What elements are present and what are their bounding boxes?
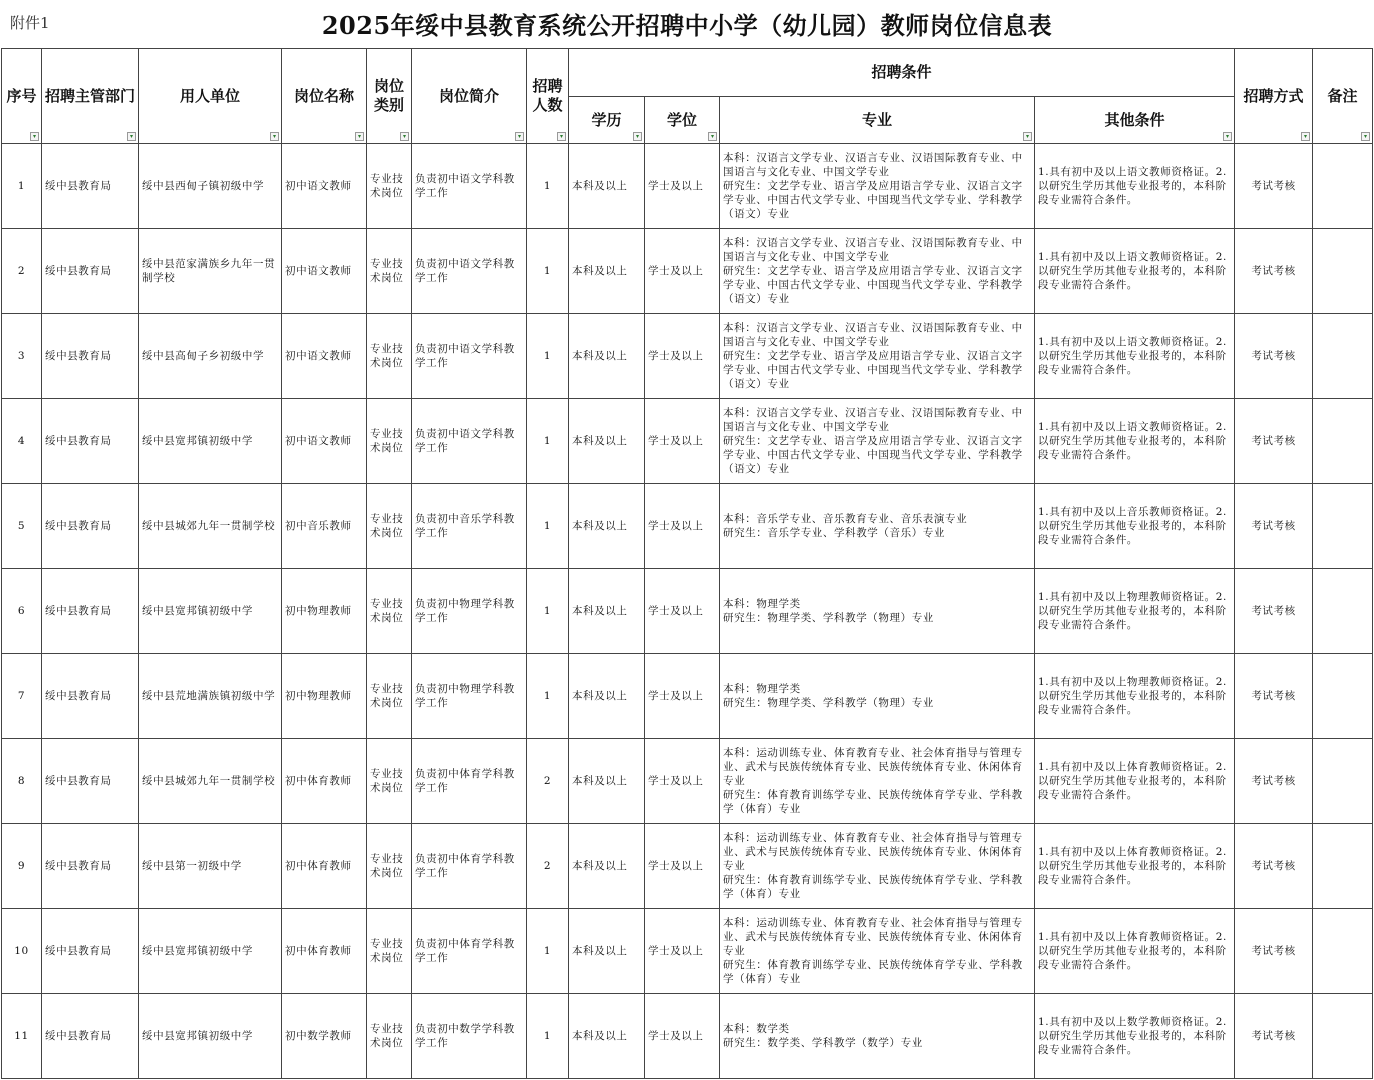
cell-method[interactable]: 考试考核 bbox=[1235, 144, 1313, 229]
cell-degree[interactable]: 学士及以上 bbox=[645, 909, 720, 994]
cell-category[interactable]: 专业技术岗位 bbox=[367, 994, 412, 1079]
cell-other[interactable]: 1.具有初中及以上语文教师资格证。2.以研究生学历其他专业报考的，本科阶段专业需符合条件。 bbox=[1035, 229, 1235, 314]
cell-unit[interactable]: 绥中县范家满族乡九年一贯制学校 bbox=[139, 229, 282, 314]
table-row bbox=[2, 739, 1373, 824]
cell-seq[interactable]: 11 bbox=[2, 994, 42, 1079]
header-remark[interactable]: 备注 ▾ bbox=[1313, 49, 1373, 144]
cell-remark[interactable] bbox=[1313, 144, 1373, 229]
cell-remark[interactable] bbox=[1313, 909, 1373, 994]
filter-dropdown-icon[interactable]: ▾ bbox=[633, 132, 642, 141]
filter-dropdown-icon[interactable]: ▾ bbox=[1361, 132, 1370, 141]
cell-intro[interactable]: 负责初中语文学科教学工作 bbox=[412, 229, 527, 314]
cell-intro[interactable]: 负责初中语文学科教学工作 bbox=[412, 314, 527, 399]
table-row bbox=[2, 314, 1373, 399]
table-row bbox=[2, 569, 1373, 654]
cell-count[interactable]: 2 bbox=[527, 824, 569, 909]
cell-major[interactable]: 本科：运动训练专业、体育教育专业、社会体育指导与管理专业、武术与民族传统体育专业、民族传统体育专业、休闲体育专业 研究生：体育教育训练学专业、民族传统体育学专业、学科教学（体育）专业 bbox=[720, 909, 1035, 994]
cell-count[interactable]: 1 bbox=[527, 484, 569, 569]
cell-other[interactable]: 1.具有初中及以上语文教师资格证。2.以研究生学历其他专业报考的，本科阶段专业需符合条件。 bbox=[1035, 399, 1235, 484]
cell-unit[interactable]: 绥中县城郊九年一贯制学校 bbox=[139, 739, 282, 824]
cell-position[interactable]: 初中音乐教师 bbox=[282, 484, 367, 569]
cell-position[interactable]: 初中物理教师 bbox=[282, 654, 367, 739]
cell-other[interactable]: 1.具有初中及以上体育教师资格证。2.以研究生学历其他专业报考的，本科阶段专业需符合条件。 bbox=[1035, 824, 1235, 909]
cell-category[interactable]: 专业技术岗位 bbox=[367, 229, 412, 314]
cell-remark[interactable] bbox=[1313, 229, 1373, 314]
cell-seq[interactable]: 1 bbox=[2, 144, 42, 229]
cell-major[interactable]: 本科：运动训练专业、体育教育专业、社会体育指导与管理专业、武术与民族传统体育专业、民族传统体育专业、休闲体育专业 研究生：体育教育训练学专业、民族传统体育学专业、学科教学（体育）专业 bbox=[720, 824, 1035, 909]
cell-unit[interactable]: 绥中县宽邦镇初级中学 bbox=[139, 909, 282, 994]
cell-intro[interactable]: 负责初中物理学科教学工作 bbox=[412, 654, 527, 739]
cell-seq[interactable]: 8 bbox=[2, 739, 42, 824]
filter-dropdown-icon[interactable]: ▾ bbox=[557, 132, 566, 141]
cell-dept[interactable]: 绥中县教育局 bbox=[42, 654, 139, 739]
cell-position[interactable]: 初中物理教师 bbox=[282, 569, 367, 654]
cell-degree[interactable]: 学士及以上 bbox=[645, 399, 720, 484]
filter-dropdown-icon[interactable]: ▾ bbox=[515, 132, 524, 141]
cell-seq[interactable]: 9 bbox=[2, 824, 42, 909]
cell-intro[interactable]: 负责初中物理学科教学工作 bbox=[412, 569, 527, 654]
table-row bbox=[2, 229, 1373, 314]
cell-degree[interactable]: 学士及以上 bbox=[645, 569, 720, 654]
cell-seq[interactable]: 5 bbox=[2, 484, 42, 569]
header-degree[interactable]: 学位 ▾ bbox=[645, 97, 720, 144]
cell-position[interactable]: 初中体育教师 bbox=[282, 824, 367, 909]
cell-education[interactable]: 本科及以上 bbox=[569, 654, 645, 739]
cell-major[interactable]: 本科：汉语言文学专业、汉语言专业、汉语国际教育专业、中国语言与文化专业、中国文学专业 研究生：文艺学专业、语言学及应用语言学专业、汉语言文字学专业、中国古代文学专业、中国现当代文学专业、学科教学（语文）专业 bbox=[720, 144, 1035, 229]
header-seq[interactable]: 序号 ▾ bbox=[2, 49, 42, 144]
cell-count[interactable]: 1 bbox=[527, 994, 569, 1079]
cell-position[interactable]: 初中语文教师 bbox=[282, 399, 367, 484]
table-row bbox=[2, 654, 1373, 739]
cell-count[interactable]: 1 bbox=[527, 909, 569, 994]
cell-education[interactable]: 本科及以上 bbox=[569, 314, 645, 399]
cell-method[interactable]: 考试考核 bbox=[1235, 909, 1313, 994]
cell-unit[interactable]: 绥中县第一初级中学 bbox=[139, 824, 282, 909]
cell-education[interactable]: 本科及以上 bbox=[569, 569, 645, 654]
table-row bbox=[2, 484, 1373, 569]
table-row bbox=[2, 909, 1373, 994]
cell-education[interactable]: 本科及以上 bbox=[569, 994, 645, 1079]
cell-major[interactable]: 本科：汉语言文学专业、汉语言专业、汉语国际教育专业、中国语言与文化专业、中国文学专业 研究生：文艺学专业、语言学及应用语言学专业、汉语言文字学专业、中国古代文学专业、中国现当代文学专业、学科教学（语文）专业 bbox=[720, 314, 1035, 399]
cell-dept[interactable]: 绥中县教育局 bbox=[42, 994, 139, 1079]
cell-degree[interactable]: 学士及以上 bbox=[645, 654, 720, 739]
cell-method[interactable]: 考试考核 bbox=[1235, 399, 1313, 484]
cell-seq[interactable]: 6 bbox=[2, 569, 42, 654]
cell-position[interactable]: 初中体育教师 bbox=[282, 909, 367, 994]
cell-count[interactable]: 1 bbox=[527, 144, 569, 229]
cell-other[interactable]: 1.具有初中及以上体育教师资格证。2.以研究生学历其他专业报考的，本科阶段专业需符合条件。 bbox=[1035, 739, 1235, 824]
cell-method[interactable]: 考试考核 bbox=[1235, 654, 1313, 739]
cell-intro[interactable]: 负责初中语文学科教学工作 bbox=[412, 144, 527, 229]
cell-dept[interactable]: 绥中县教育局 bbox=[42, 569, 139, 654]
cell-other[interactable]: 1.具有初中及以上语文教师资格证。2.以研究生学历其他专业报考的，本科阶段专业需符合条件。 bbox=[1035, 144, 1235, 229]
cell-degree[interactable]: 学士及以上 bbox=[645, 739, 720, 824]
cell-dept[interactable]: 绥中县教育局 bbox=[42, 824, 139, 909]
filter-dropdown-icon[interactable]: ▾ bbox=[708, 132, 717, 141]
page-title: 2025年绥中县教育系统公开招聘中小学（幼儿园）教师岗位信息表 bbox=[321, 11, 1053, 40]
table-row bbox=[2, 994, 1373, 1079]
cell-intro[interactable]: 负责初中语文学科教学工作 bbox=[412, 399, 527, 484]
cell-seq[interactable]: 10 bbox=[2, 909, 42, 994]
header-count[interactable]: 招聘人数 ▾ bbox=[527, 49, 569, 144]
header-unit[interactable]: 用人单位 ▾ bbox=[139, 49, 282, 144]
header-conditions: 招聘条件 bbox=[569, 49, 1235, 97]
cell-remark[interactable] bbox=[1313, 569, 1373, 654]
cell-intro[interactable]: 负责初中体育学科教学工作 bbox=[412, 909, 527, 994]
cell-category[interactable]: 专业技术岗位 bbox=[367, 484, 412, 569]
cell-remark[interactable] bbox=[1313, 314, 1373, 399]
cell-dept[interactable]: 绥中县教育局 bbox=[42, 144, 139, 229]
cell-category[interactable]: 专业技术岗位 bbox=[367, 144, 412, 229]
cell-other[interactable]: 1.具有初中及以上数学教师资格证。2.以研究生学历其他专业报考的，本科阶段专业需符合条件。 bbox=[1035, 994, 1235, 1079]
cell-unit[interactable]: 绥中县宽邦镇初级中学 bbox=[139, 569, 282, 654]
cell-remark[interactable] bbox=[1313, 484, 1373, 569]
header-dept[interactable]: 招聘主管部门 ▾ bbox=[42, 49, 139, 144]
title-bar bbox=[0, 0, 1374, 48]
cell-intro[interactable]: 负责初中音乐学科教学工作 bbox=[412, 484, 527, 569]
cell-dept[interactable]: 绥中县教育局 bbox=[42, 314, 139, 399]
filter-dropdown-icon[interactable]: ▾ bbox=[355, 132, 364, 141]
cell-method[interactable]: 考试考核 bbox=[1235, 824, 1313, 909]
cell-major[interactable]: 本科：物理学类 研究生：物理学类、学科教学（物理）专业 bbox=[720, 569, 1035, 654]
cell-method[interactable]: 考试考核 bbox=[1235, 314, 1313, 399]
header-position[interactable]: 岗位名称 ▾ bbox=[282, 49, 367, 144]
cell-dept[interactable]: 绥中县教育局 bbox=[42, 484, 139, 569]
cell-position[interactable]: 初中语文教师 bbox=[282, 314, 367, 399]
header-method[interactable]: 招聘方式 ▾ bbox=[1235, 49, 1313, 144]
cell-dept[interactable]: 绥中县教育局 bbox=[42, 739, 139, 824]
header-education[interactable]: 学历 ▾ bbox=[569, 97, 645, 144]
cell-method[interactable]: 考试考核 bbox=[1235, 569, 1313, 654]
cell-education[interactable]: 本科及以上 bbox=[569, 484, 645, 569]
cell-major[interactable]: 本科：汉语言文学专业、汉语言专业、汉语国际教育专业、中国语言与文化专业、中国文学专业 研究生：文艺学专业、语言学及应用语言学专业、汉语言文字学专业、中国古代文学专业、中国现当代文学专业、学科教学（语文）专业 bbox=[720, 399, 1035, 484]
cell-unit[interactable]: 绥中县西甸子镇初级中学 bbox=[139, 144, 282, 229]
cell-seq[interactable]: 2 bbox=[2, 229, 42, 314]
cell-education[interactable]: 本科及以上 bbox=[569, 399, 645, 484]
filter-dropdown-icon[interactable]: ▾ bbox=[1023, 132, 1032, 141]
header-major[interactable]: 专业 ▾ bbox=[720, 97, 1035, 144]
header-intro[interactable]: 岗位简介 ▾ bbox=[412, 49, 527, 144]
filter-dropdown-icon[interactable]: ▾ bbox=[30, 132, 39, 141]
cell-category[interactable]: 专业技术岗位 bbox=[367, 569, 412, 654]
cell-position[interactable]: 初中语文教师 bbox=[282, 144, 367, 229]
cell-major[interactable]: 本科：汉语言文学专业、汉语言专业、汉语国际教育专业、中国语言与文化专业、中国文学专业 研究生：文艺学专业、语言学及应用语言学专业、汉语言文字学专业、中国古代文学专业、中国现当代文学专业、学科教学（语文）专业 bbox=[720, 229, 1035, 314]
cell-unit[interactable]: 绥中县高甸子乡初级中学 bbox=[139, 314, 282, 399]
cell-seq[interactable]: 7 bbox=[2, 654, 42, 739]
cell-position[interactable]: 初中体育教师 bbox=[282, 739, 367, 824]
cell-other[interactable]: 1.具有初中及以上语文教师资格证。2.以研究生学历其他专业报考的，本科阶段专业需符合条件。 bbox=[1035, 314, 1235, 399]
cell-major[interactable]: 本科：音乐学专业、音乐教育专业、音乐表演专业 研究生：音乐学专业、学科教学（音乐）专业 bbox=[720, 484, 1035, 569]
cell-education[interactable]: 本科及以上 bbox=[569, 824, 645, 909]
cell-count[interactable]: 1 bbox=[527, 314, 569, 399]
cell-other[interactable]: 1.具有初中及以上物理教师资格证。2.以研究生学历其他专业报考的，本科阶段专业需符合条件。 bbox=[1035, 654, 1235, 739]
filter-dropdown-icon[interactable]: ▾ bbox=[127, 132, 136, 141]
cell-education[interactable]: 本科及以上 bbox=[569, 229, 645, 314]
cell-remark[interactable] bbox=[1313, 824, 1373, 909]
table-row bbox=[2, 824, 1373, 909]
cell-major[interactable]: 本科：物理学类 研究生：物理学类、学科教学（物理）专业 bbox=[720, 654, 1035, 739]
cell-category[interactable]: 专业技术岗位 bbox=[367, 654, 412, 739]
table-row bbox=[2, 144, 1373, 229]
filter-dropdown-icon[interactable]: ▾ bbox=[400, 132, 409, 141]
cell-degree[interactable]: 学士及以上 bbox=[645, 484, 720, 569]
cell-dept[interactable]: 绥中县教育局 bbox=[42, 229, 139, 314]
cell-seq[interactable]: 4 bbox=[2, 399, 42, 484]
cell-count[interactable]: 1 bbox=[527, 569, 569, 654]
filter-dropdown-icon[interactable]: ▾ bbox=[1301, 132, 1310, 141]
cell-education[interactable]: 本科及以上 bbox=[569, 909, 645, 994]
cell-intro[interactable]: 负责初中体育学科教学工作 bbox=[412, 824, 527, 909]
table-row bbox=[2, 399, 1373, 484]
cell-category[interactable]: 专业技术岗位 bbox=[367, 739, 412, 824]
cell-position[interactable]: 初中语文教师 bbox=[282, 229, 367, 314]
cell-position[interactable]: 初中数学教师 bbox=[282, 994, 367, 1079]
cell-major[interactable]: 本科：数学类 研究生：数学类、学科教学（数学）专业 bbox=[720, 994, 1035, 1079]
cell-method[interactable]: 考试考核 bbox=[1235, 229, 1313, 314]
cell-category[interactable]: 专业技术岗位 bbox=[367, 824, 412, 909]
header-other[interactable]: 其他条件 ▾ bbox=[1035, 97, 1235, 144]
cell-remark[interactable] bbox=[1313, 994, 1373, 1079]
annex-label: 附件1 bbox=[10, 14, 50, 32]
cell-method[interactable]: 考试考核 bbox=[1235, 994, 1313, 1079]
cell-count[interactable]: 2 bbox=[527, 739, 569, 824]
cell-category[interactable]: 专业技术岗位 bbox=[367, 314, 412, 399]
cell-degree[interactable]: 学士及以上 bbox=[645, 144, 720, 229]
cell-count[interactable]: 1 bbox=[527, 229, 569, 314]
cell-unit[interactable]: 绥中县宽邦镇初级中学 bbox=[139, 994, 282, 1079]
cell-method[interactable]: 考试考核 bbox=[1235, 484, 1313, 569]
cell-intro[interactable]: 负责初中数学学科教学工作 bbox=[412, 994, 527, 1079]
cell-remark[interactable] bbox=[1313, 399, 1373, 484]
cell-other[interactable]: 1.具有初中及以上物理教师资格证。2.以研究生学历其他专业报考的，本科阶段专业需符合条件。 bbox=[1035, 569, 1235, 654]
cell-count[interactable]: 1 bbox=[527, 654, 569, 739]
cell-major[interactable]: 本科：运动训练专业、体育教育专业、社会体育指导与管理专业、武术与民族传统体育专业、民族传统体育专业、休闲体育专业 研究生：体育教育训练学专业、民族传统体育学专业、学科教学（体育）专业 bbox=[720, 739, 1035, 824]
cell-dept[interactable]: 绥中县教育局 bbox=[42, 399, 139, 484]
cell-method[interactable]: 考试考核 bbox=[1235, 739, 1313, 824]
recruitment-table bbox=[1, 48, 1373, 1079]
cell-other[interactable]: 1.具有初中及以上音乐教师资格证。2.以研究生学历其他专业报考的，本科阶段专业需符合条件。 bbox=[1035, 484, 1235, 569]
cell-unit[interactable]: 绥中县城郊九年一贯制学校 bbox=[139, 484, 282, 569]
cell-other[interactable]: 1.具有初中及以上体育教师资格证。2.以研究生学历其他专业报考的，本科阶段专业需符合条件。 bbox=[1035, 909, 1235, 994]
cell-count[interactable]: 1 bbox=[527, 399, 569, 484]
cell-dept[interactable]: 绥中县教育局 bbox=[42, 909, 139, 994]
filter-dropdown-icon[interactable]: ▾ bbox=[1223, 132, 1232, 141]
cell-category[interactable]: 专业技术岗位 bbox=[367, 909, 412, 994]
cell-category[interactable]: 专业技术岗位 bbox=[367, 399, 412, 484]
cell-degree[interactable]: 学士及以上 bbox=[645, 824, 720, 909]
filter-dropdown-icon[interactable]: ▾ bbox=[270, 132, 279, 141]
cell-remark[interactable] bbox=[1313, 654, 1373, 739]
cell-intro[interactable]: 负责初中体育学科教学工作 bbox=[412, 739, 527, 824]
cell-remark[interactable] bbox=[1313, 739, 1373, 824]
cell-education[interactable]: 本科及以上 bbox=[569, 144, 645, 229]
header-category[interactable]: 岗位类别 ▾ bbox=[367, 49, 412, 144]
cell-degree[interactable]: 学士及以上 bbox=[645, 994, 720, 1079]
cell-unit[interactable]: 绥中县荒地满族镇初级中学 bbox=[139, 654, 282, 739]
cell-seq[interactable]: 3 bbox=[2, 314, 42, 399]
cell-degree[interactable]: 学士及以上 bbox=[645, 229, 720, 314]
cell-education[interactable]: 本科及以上 bbox=[569, 739, 645, 824]
cell-unit[interactable]: 绥中县宽邦镇初级中学 bbox=[139, 399, 282, 484]
cell-degree[interactable]: 学士及以上 bbox=[645, 314, 720, 399]
